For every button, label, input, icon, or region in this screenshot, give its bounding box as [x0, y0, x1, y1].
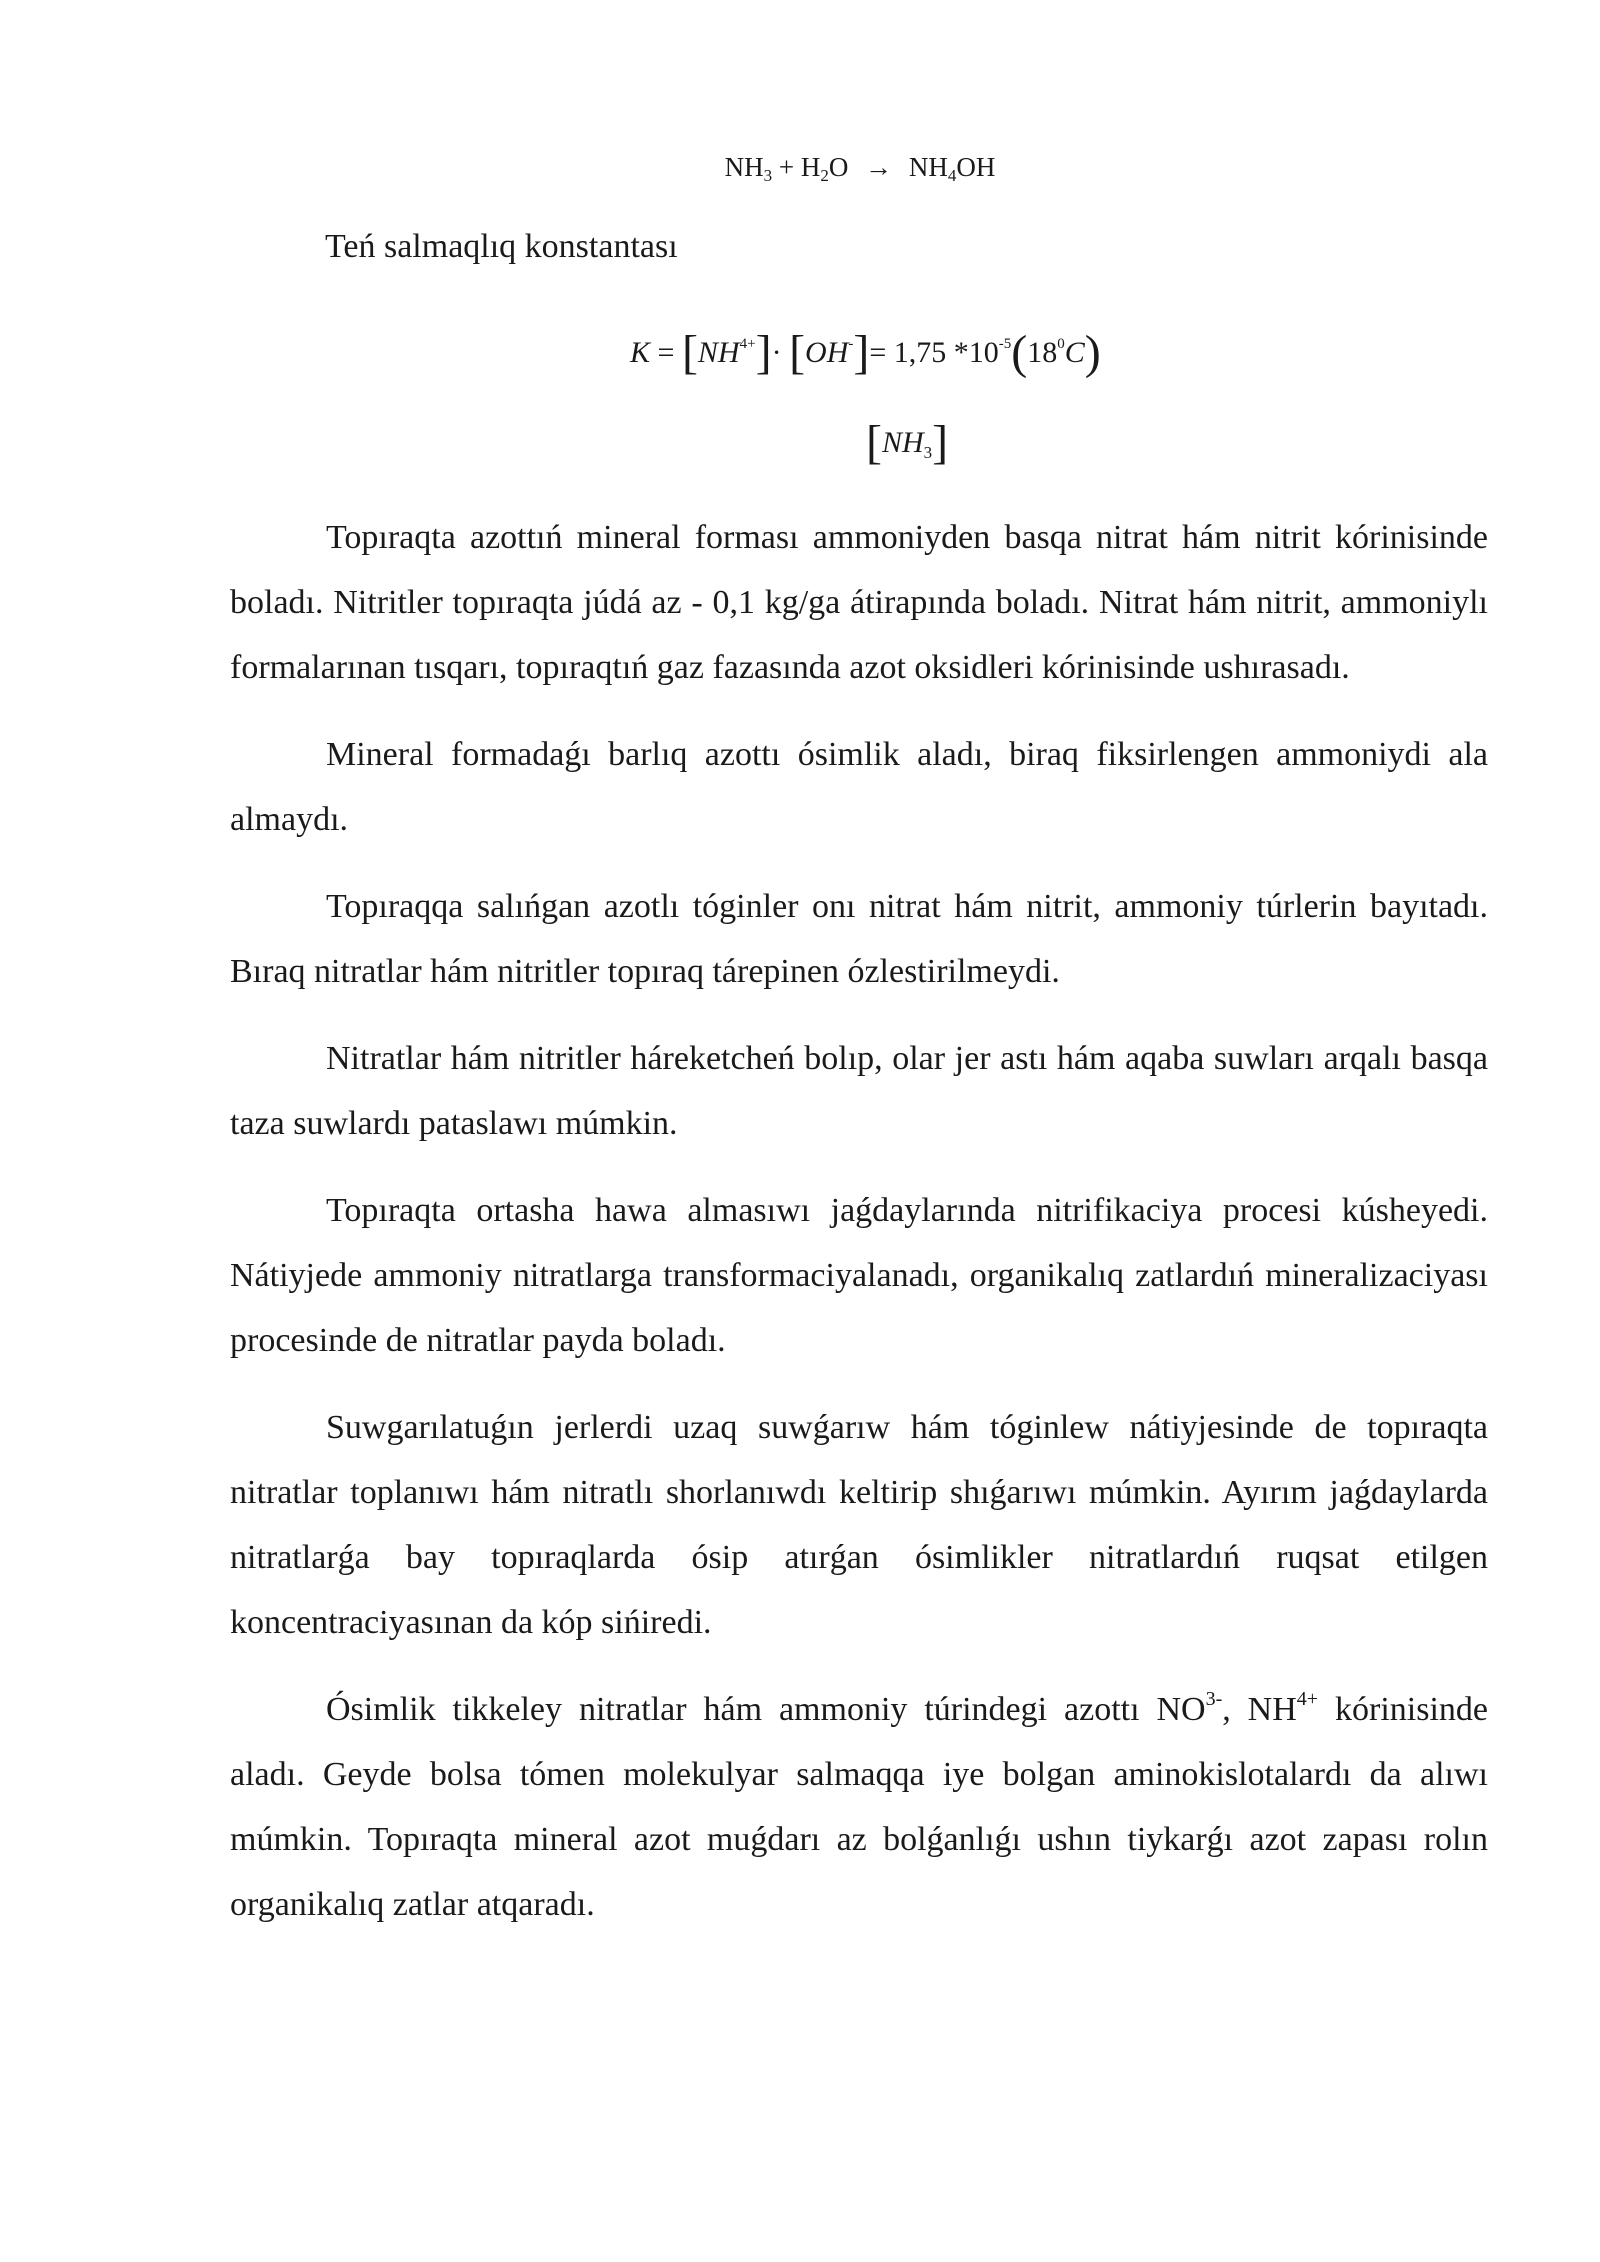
paren-close-icon: )	[1084, 326, 1101, 379]
formula-charge: -	[848, 336, 854, 352]
body-text	[230, 505, 1488, 1959]
ammonium-charge: 4+	[1296, 1688, 1319, 1710]
reaction-subscript: 4	[947, 166, 957, 185]
formula-value: = 1,75 *10	[869, 336, 999, 369]
paragraph: Topıraqta ortasha hawa almasıwı jaǵdaylarında nitrifikaciya procesi kúsheyedi. Nátiyjede ammoniy nitratlarga transformaciyalanadı, organikalıq zatlardıń mineralizaciyası procesinde de nitratlar payda boladı.	[230, 1192, 1488, 1359]
reaction-hydroxide: OH	[956, 152, 996, 182]
formula-hydroxide: OH	[805, 336, 849, 369]
equilibrium-formula	[0, 315, 1600, 475]
formula-equals: =	[657, 336, 675, 369]
formula-dot: ·	[771, 336, 782, 369]
bracket-close-icon: ]	[853, 326, 870, 379]
reaction-arrow-icon: →	[865, 152, 893, 182]
formula-k: K	[630, 336, 651, 369]
paragraph-text: Ósimlik tikkeley nitratlar hám ammoniy túrindegi azottı NO	[326, 1691, 1206, 1728]
paren-open-icon: (	[1011, 326, 1028, 379]
formula-charge: 4+	[739, 336, 756, 352]
chemical-reaction	[0, 152, 1600, 186]
formula-numerator	[630, 325, 1101, 380]
formula-exponent: -5	[998, 336, 1012, 352]
bracket-close-icon: ]	[932, 416, 949, 469]
bracket-open-icon: [	[789, 326, 806, 379]
reaction-subscript: 3	[763, 166, 773, 185]
formula-temperature: 18	[1027, 336, 1058, 369]
paragraph: Suwgarılatuǵın jerlerdi uzaq suwǵarıw hám tóginlew nátiyjesinde de topıraqta nitratlar toplanıwı hám nitratlı shorlanıwdı keltirip shıǵarıwı múmkin. Ayırım jaǵdaylarda nitratlarǵa bay topıraqlarda ósip atırǵan ósimlikler nitratlardıń ruqsat etilgen koncentraciyasınan da kóp sińiredi.	[230, 1409, 1488, 1641]
paragraph-last	[230, 1677, 1488, 1937]
paragraph-text: kórinisinde aladı. Geyde bolsa tómen molekulyar salmaqqa iye bolgan aminokislotalardı da alıwı múmkin. Topıraqta mineral azot muǵdarı az bolǵanlıǵı ushın tiykarǵı azot zapası rolın organikalıq zatlar atqaradı.	[230, 1691, 1488, 1923]
paragraph: Topıraqqa salıńgan azotlı tóginler onı nitrat hám nitrit, ammoniy túrlerin bayıtadı. Bıraq nitratlar hám nitritler topıraq tárepinen ózlestirilmeydi.	[230, 888, 1488, 990]
constant-label: Teń salmaqlıq konstantası	[325, 228, 678, 265]
reaction-subscript: 2	[820, 166, 829, 185]
formula-subscript: 3	[923, 443, 933, 462]
paragraph-text: , NH	[1222, 1691, 1297, 1728]
bracket-close-icon: ]	[755, 326, 772, 379]
nitrate-charge: 3-	[1205, 1688, 1223, 1710]
bracket-open-icon: [	[866, 416, 882, 469]
reaction-reactant: NH	[724, 152, 764, 182]
reaction-product: NH	[908, 152, 948, 182]
formula-ammonium: NH	[697, 336, 740, 369]
reaction-oxygen: O	[828, 152, 849, 182]
paragraph: Topıraqta azottıń mineral forması ammoniyden basqa nitrat hám nitrit kórinisinde boladı. Nitritler topıraqta júdá az - 0,1 kg/ga átirapında boladı. Nitrat hám nitrit, ammoniylı formalarınan tısqarı, topıraqtıń gaz fazasında azot oksidleri kórinisinde ushırasadı.	[230, 519, 1488, 686]
formula-ammonia: NH	[881, 426, 924, 459]
paragraph: Nitratlar hám nitritler háreketcheń bolıp, olar jer astı hám aqaba suwları arqalı basqa taza suwlardı pataslawı múmkin.	[230, 1040, 1488, 1142]
reaction-water: + H	[778, 152, 821, 182]
formula-degree: 0	[1057, 336, 1065, 352]
formula-celsius: C	[1064, 336, 1085, 369]
formula-denominator	[866, 415, 948, 470]
paragraph: Mineral formadaǵı barlıq azottı ósimlik aladı, biraq fiksirlengen ammoniydi ala almaydı.	[230, 736, 1488, 838]
bracket-open-icon: [	[681, 326, 698, 379]
